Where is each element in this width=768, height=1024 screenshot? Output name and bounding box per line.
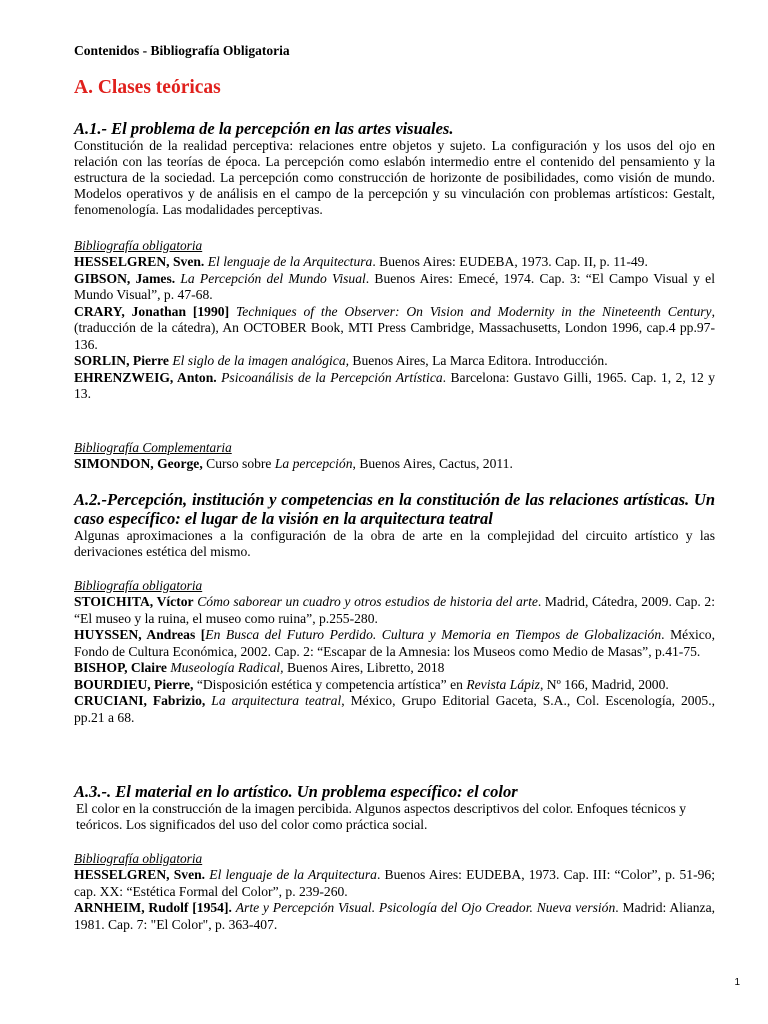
bibliography-label: Bibliografía obligatoria	[74, 238, 203, 253]
unit-a2-bibliography	[74, 578, 715, 726]
bib-entry	[74, 304, 715, 354]
bib-author: GIBSON, James.	[74, 270, 176, 286]
bib-author: HESSELGREN, Sven.	[74, 254, 205, 269]
complementary-label: Bibliografía Complementaria	[74, 440, 232, 455]
bib-details: . Barcelona: Gustavo Gilli, 1965. Cap. 1, 2, 12 y 13.	[74, 369, 716, 401]
unit-a1	[74, 119, 715, 218]
document-header: Contenidos - Bibliografía Obligatoria	[74, 43, 290, 58]
bib-author: HUYSSEN, Andreas [	[74, 627, 206, 642]
unit-a2-description: Algunas aproximaciones a la configuración de la obra de arte en la complejidad del circuito artístico y las derivaciones estética del mismo.	[74, 528, 715, 559]
unit-a3-bibliography	[74, 851, 715, 933]
bib-entry	[74, 254, 715, 271]
bib-entry	[74, 627, 715, 660]
bib-details: . Madrid: Alianza, 1981. Cap. 7: "El Color", p. 363-407.	[74, 900, 715, 932]
bib-entry	[74, 594, 715, 627]
bib-details: . México, Fondo de Cultura Económica, 2002. Cap. 2: “Escapar de la Amnesia: los Museos como Medio de Masas”, p.41-75.	[74, 627, 716, 659]
bib-author: ARNHEIM, Rudolf [1954].	[74, 900, 232, 915]
unit-a1-complementary	[74, 440, 715, 473]
bib-entry	[74, 693, 715, 726]
unit-a3-description: El color en la construcción de la imagen percibida. Algunos aspectos descriptivos del color. Enfoques técnicos y teóricos. Los significados del uso del color como práctica social.	[76, 801, 687, 832]
bib-title: El lenguaje de la Arquitectura	[207, 254, 373, 269]
bib-entry	[74, 353, 715, 370]
bib-details: Buenos Aires, La Marca Editora. Introducción.	[349, 353, 608, 368]
bib-author: EHRENZWEIG, Anton.	[74, 369, 217, 385]
bib-title: Arte y Percepción Visual. Psicología del Ojo Creador. Nueva versión	[235, 900, 616, 915]
bib-details: . Buenos Aires: Emecé, 1974. Cap. 3: “El Campo Visual y el Mundo Visual”, p. 47-68.	[74, 270, 715, 302]
bib-entry	[74, 677, 715, 694]
bib-entry	[74, 456, 715, 473]
section-title: A. Clases teóricas	[74, 77, 221, 98]
bib-author: HESSELGREN, Sven.	[74, 867, 206, 882]
unit-a3	[74, 782, 715, 833]
unit-a2-title: A.2.-Percepción, institución y competencias en la constitución de las relaciones artísticas. Un caso específico: el lugar de la visión en la arquitectura teatral	[74, 490, 715, 528]
bibliography-label: Bibliografía obligatoria	[74, 851, 203, 866]
bib-title: Cómo saborear un cuadro y otros estudios de historia del arte	[197, 594, 538, 609]
bib-title: La percepción	[274, 456, 353, 471]
bib-title: La Percepción del Mundo Visual	[180, 270, 366, 286]
unit-a3-title: A.3.-. El material en lo artístico. Un problema específico: el color	[74, 782, 518, 801]
bib-entry	[74, 271, 715, 304]
bib-title: Museología Radical,	[170, 660, 284, 675]
bib-title: El siglo de la imagen analógica,	[172, 353, 350, 368]
unit-a1-description: Constitución de la realidad perceptiva: relaciones entre objetos y sujeto. La configuración y los usos del ojo en relación con las teorías de época. La percepción como eslabón intermedio entre el contenido del pensamiento y la estructura de la sociedad. La percepción como construcción de horizonte de posibilidades, como visión de mundo. Modelos operativos y de análisis en el campo de la percepción y su vinculación con problemas artísticos: Gestalt, fenomenología. Las modalidades perceptivas.	[74, 138, 715, 217]
bib-pre: Curso sobre	[202, 456, 275, 471]
page-number: 1	[734, 977, 740, 988]
bib-details: . Buenos Aires: EUDEBA, 1973. Cap. III: “Color”, p. 51-96; cap. XX: “Estética Formal del Color”, p. 239-260.	[74, 867, 715, 899]
bibliography-label: Bibliografía obligatoria	[74, 578, 203, 593]
bib-title: Psicoanálisis de la Percepción Artística	[221, 369, 443, 385]
bib-details: , (traducción de la cátedra), An OCTOBER Book, MTI Press Cambridge, Massachusetts, London 1996, cap.4 pp.97-136.	[74, 303, 715, 352]
bib-author: BOURDIEU, Pierre,	[74, 676, 194, 692]
bib-title: Revista Lápiz	[466, 676, 540, 692]
bib-details: , Nº 166, Madrid, 2000.	[539, 676, 669, 692]
bib-title: Techniques of the Observer: On Vision and Modernity in the Nineteenth Century	[235, 303, 712, 319]
bib-details: . Buenos Aires: EUDEBA, 1973. Cap. II, p. 11-49.	[372, 254, 648, 269]
bib-author: SORLIN, Pierre	[74, 353, 169, 368]
bib-title: La arquitectura teatral	[211, 693, 342, 708]
bib-entry	[74, 660, 715, 677]
bib-author: STOICHITA, Víctor	[74, 594, 194, 609]
unit-a2	[74, 490, 715, 560]
bib-entry	[74, 900, 715, 933]
bib-title: El lenguaje de la Arquitectura	[209, 867, 377, 882]
bib-title: En Busca del Futuro Perdido. Cultura y Memoria en Tiempos de Globalización	[205, 627, 662, 642]
bib-entry	[74, 370, 715, 403]
bib-details: Buenos Aires, Libretto, 2018	[283, 660, 445, 675]
unit-a1-title: A.1.- El problema de la percepción en las artes visuales.	[74, 119, 454, 138]
bib-author: CRUCIANI, Fabrizio,	[74, 693, 206, 708]
bib-details: . Madrid, Cátedra, 2009. Cap. 2: “El museo y la ruina, el museo como ruina”, p.255-280.	[74, 594, 715, 626]
bib-details: , México, Grupo Editorial Gaceta, S.A., Col. Escenología, 2005., pp.21 a 68.	[74, 693, 715, 725]
bib-author: SIMONDON, George,	[74, 456, 203, 471]
bib-pre: “Disposición estética y competencia artística” en	[193, 676, 467, 692]
bib-entry	[74, 867, 715, 900]
unit-a1-bibliography	[74, 238, 715, 403]
bib-details: , Buenos Aires, Cactus, 2011.	[352, 456, 513, 471]
bib-author: BISHOP, Claire	[74, 660, 167, 675]
bib-author: CRARY, Jonathan [1990]	[74, 303, 230, 319]
